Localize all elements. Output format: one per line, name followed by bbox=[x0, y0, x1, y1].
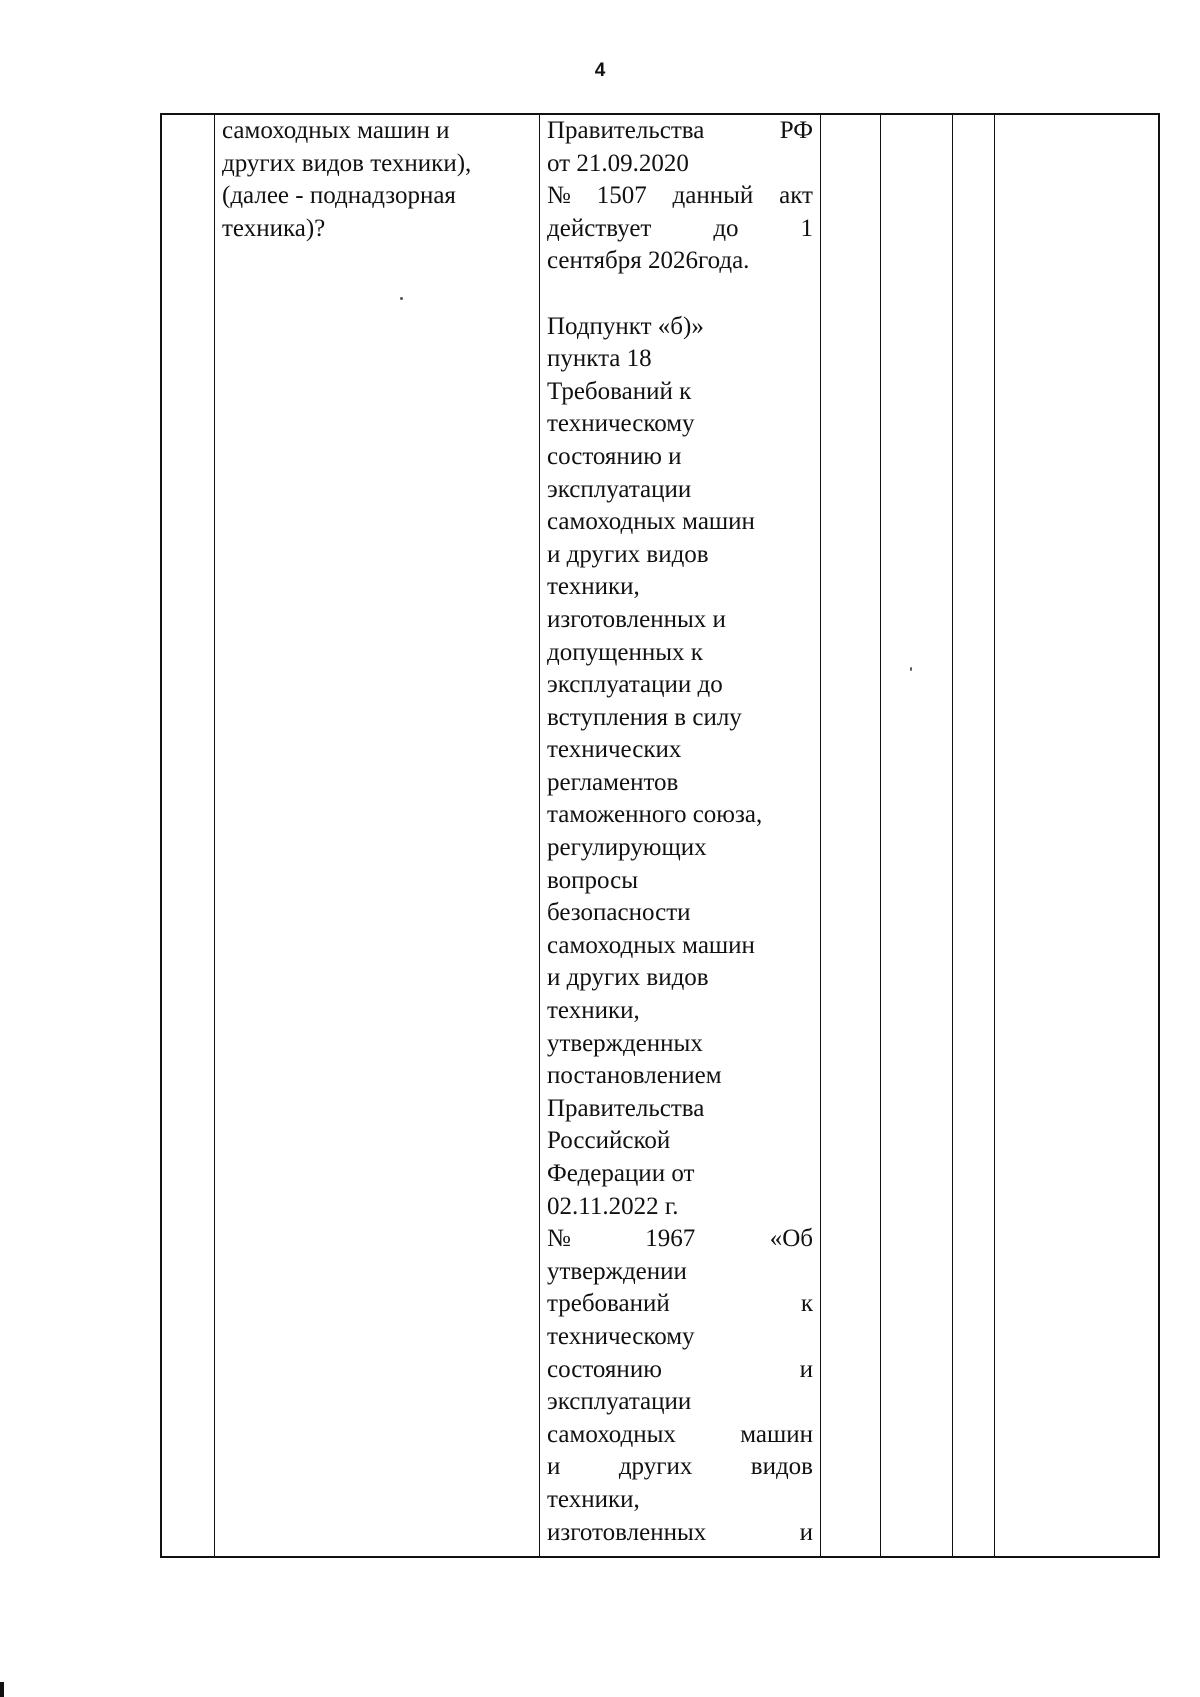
column-divider-1 bbox=[214, 115, 215, 1556]
reference-word: и bbox=[547, 1453, 561, 1481]
reference-line: безопасности bbox=[547, 899, 691, 927]
scan-speck bbox=[910, 667, 912, 671]
requirements-table bbox=[160, 113, 1160, 1558]
column-divider-5 bbox=[952, 115, 953, 1556]
reference-word: № bbox=[547, 1225, 571, 1253]
reference-word: Правительства bbox=[547, 117, 705, 144]
subject-line: других видов техники), bbox=[222, 149, 472, 177]
reference-line: Требований к bbox=[547, 377, 692, 405]
subject-line: (далее - поднадзорная bbox=[222, 182, 456, 210]
reference-line bbox=[547, 115, 813, 148]
reference-cell bbox=[547, 115, 813, 1549]
reference-word: требований bbox=[547, 1290, 670, 1318]
scan-speck bbox=[400, 297, 403, 300]
reference-line: эксплуатации bbox=[547, 475, 692, 503]
reference-word: данный bbox=[672, 182, 754, 210]
reference-line: постановлением bbox=[547, 1062, 722, 1090]
reference-word: видов bbox=[750, 1453, 813, 1481]
reference-line: и других видов bbox=[547, 540, 709, 568]
reference-line: от 21.09.2020 bbox=[547, 149, 689, 177]
reference-line bbox=[547, 1419, 813, 1452]
reference-word: к bbox=[800, 1290, 813, 1318]
reference-line: техническому bbox=[547, 1322, 695, 1350]
reference-word: и bbox=[799, 1518, 813, 1546]
reference-line bbox=[547, 1517, 813, 1550]
reference-line: Российской bbox=[547, 1127, 671, 1155]
reference-line: вступления в силу bbox=[547, 703, 742, 731]
scan-edge-mark bbox=[0, 1682, 4, 1697]
reference-line: утвержденных bbox=[547, 1029, 703, 1057]
reference-line: техники, bbox=[547, 1485, 640, 1513]
reference-word: действует bbox=[547, 214, 652, 242]
subject-line: техника)? bbox=[222, 214, 326, 242]
reference-line: техники, bbox=[547, 997, 640, 1025]
reference-line: регламентов bbox=[547, 768, 679, 796]
column-divider-2 bbox=[539, 115, 540, 1556]
reference-word: 1967 bbox=[645, 1225, 696, 1253]
reference-line: допущенных к bbox=[547, 638, 703, 666]
reference-word: РФ bbox=[779, 117, 813, 144]
reference-line: Правительства bbox=[547, 1094, 705, 1122]
reference-line: изготовленных и bbox=[547, 605, 726, 633]
reference-line: самоходных машин bbox=[547, 931, 755, 959]
reference-word: № bbox=[547, 182, 571, 210]
column-divider-6 bbox=[994, 115, 995, 1556]
reference-line: Подпункт «б)» bbox=[547, 312, 704, 340]
reference-line bbox=[547, 180, 813, 213]
reference-word: до bbox=[713, 214, 739, 242]
reference-line: техники, bbox=[547, 573, 640, 601]
reference-line bbox=[547, 213, 813, 246]
page-number: 4 bbox=[594, 60, 606, 81]
reference-word: самоходных bbox=[547, 1420, 676, 1448]
reference-line: состоянию и bbox=[547, 442, 682, 470]
reference-word: и bbox=[799, 1355, 813, 1383]
reference-word: изготовленных bbox=[547, 1518, 707, 1546]
reference-word: 1 bbox=[800, 214, 813, 242]
reference-line: самоходных машин bbox=[547, 508, 755, 536]
reference-line: эксплуатации до bbox=[547, 671, 723, 699]
reference-word: 1507 bbox=[596, 182, 647, 210]
reference-line bbox=[547, 1354, 813, 1387]
reference-line: эксплуатации bbox=[547, 1388, 692, 1416]
reference-line bbox=[547, 1288, 813, 1321]
reference-line: сентября 2026года. bbox=[547, 247, 750, 275]
reference-line bbox=[547, 1451, 813, 1484]
column-divider-4 bbox=[880, 115, 881, 1556]
reference-word: акт bbox=[779, 182, 813, 210]
reference-word: других bbox=[618, 1453, 693, 1481]
reference-line: техническому bbox=[547, 410, 695, 438]
reference-word: состоянию bbox=[547, 1355, 662, 1383]
reference-word: машин bbox=[740, 1420, 813, 1448]
subject-line: самоходных машин и bbox=[222, 117, 450, 144]
reference-line: 02.11.2022 г. bbox=[547, 1192, 679, 1220]
reference-line: таможенного союза, bbox=[547, 801, 763, 829]
reference-line: утверждении bbox=[547, 1257, 687, 1285]
reference-line: Федерации от bbox=[547, 1160, 695, 1187]
reference-line: вопросы bbox=[547, 866, 639, 894]
reference-line: пункта 18 bbox=[547, 345, 652, 373]
subject-cell bbox=[222, 115, 532, 245]
reference-line bbox=[547, 278, 813, 311]
reference-line: и других видов bbox=[547, 964, 709, 992]
reference-word: «Об bbox=[769, 1225, 813, 1253]
reference-line: регулирующих bbox=[547, 834, 707, 862]
reference-line bbox=[547, 1223, 813, 1256]
column-divider-3 bbox=[820, 115, 821, 1556]
reference-line: технических bbox=[547, 736, 682, 764]
